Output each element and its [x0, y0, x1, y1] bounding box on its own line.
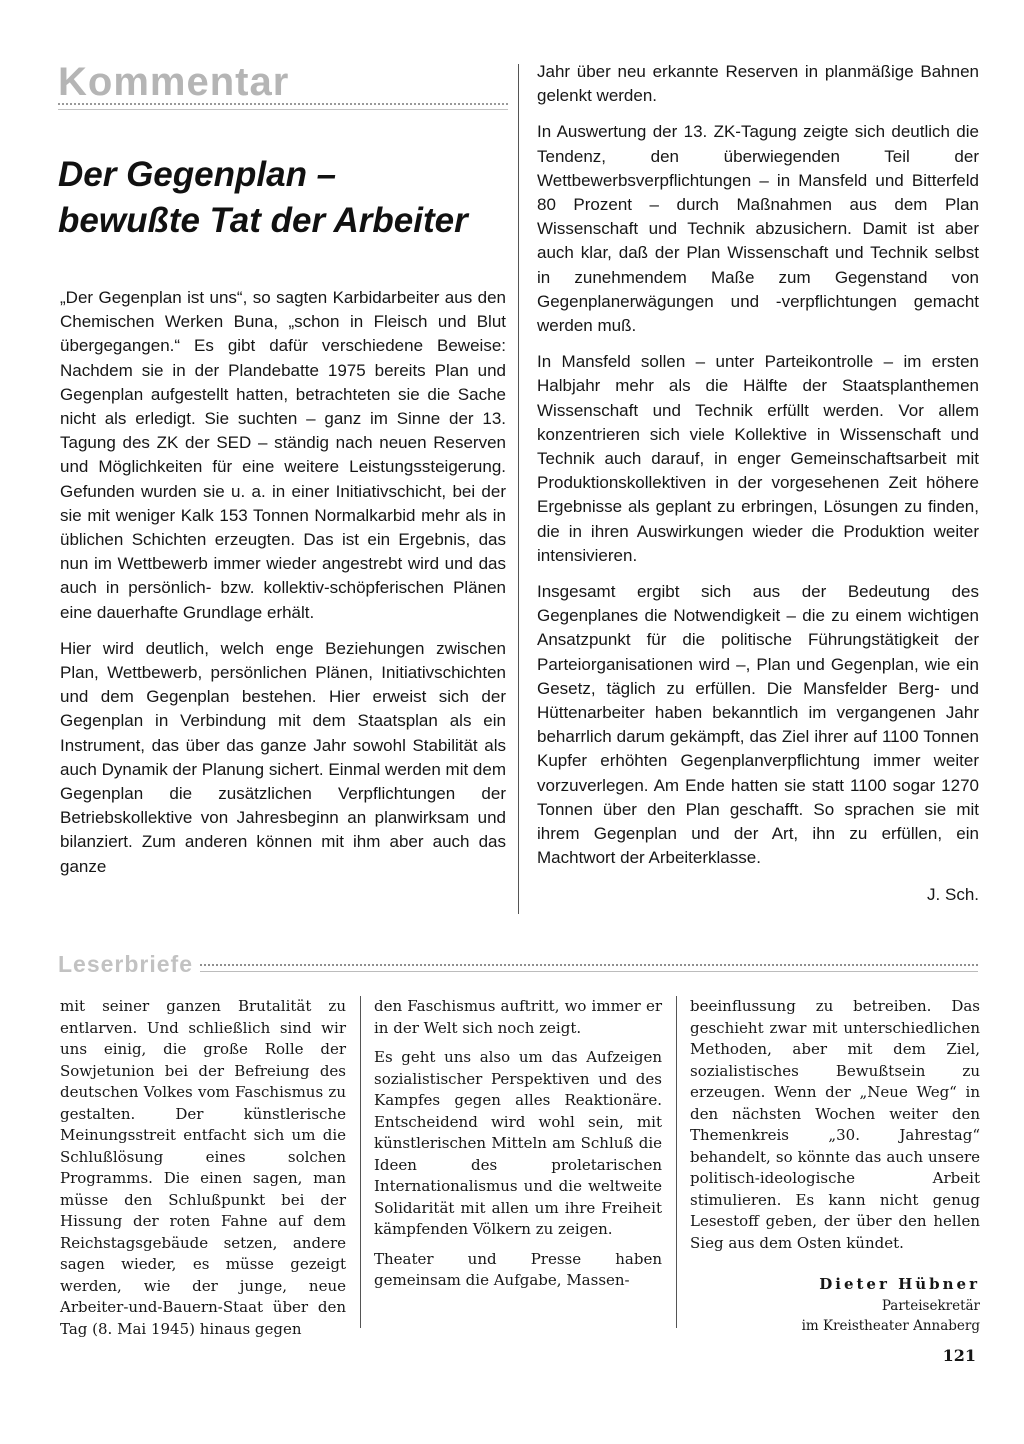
paragraph: In Auswertung der 13. ZK-Tagung zeigte sich deutlich die Tendenz, den überwiegenden Teil der Wettbewerbsverpflichtungen – in Mansfeld und Bitterfeld 80 Prozent – durch Maßnahmen aus dem Plan Wissenschaft und Technik abzusichern. Damit ist aber auch klar, daß der Plan Wissenschaft und Technik selbst in zunehmendem Maße zum Gegenstand von Gegenplanerwägungen und -verpflichtungen gemacht werden muß.	[537, 122, 979, 336]
section-rule	[58, 103, 508, 110]
letters-column-1	[60, 996, 346, 1348]
paragraph: beeinflussung zu betreiben. Das geschieht zwar mit unterschiedlichen Methoden, aber mit dem Ziel, sozialistisches Bewußtsein zu erzeugen. Wenn der „Neue Weg“ in den nächsten Wochen weiter den Themenkreis „30. Jahrestag“ behandelt, so könnte das auch unsere politisch-ideologische Arbeit stimulieren. Es kann nicht genug Lesestoff geben, der über den hellen Sieg aus dem Osten kündet.	[690, 997, 980, 1252]
letter-author: Dieter Hübner	[819, 1275, 980, 1293]
paragraph: Jahr über neu erkannte Reserven in planmäßige Bahnen gelenkt werden.	[537, 62, 979, 106]
letters-column-2	[374, 996, 662, 1300]
paragraph: Theater und Presse haben gemeinsam die Aufgabe, Massen-	[374, 1249, 662, 1289]
section-header-leserbriefe	[58, 950, 978, 980]
author-role: Parteisekretär	[881, 1297, 980, 1314]
paragraph: „Der Gegenplan ist uns“, so sagten Karbidarbeiter aus den Chemischen Werken Buna, „schon in Fleisch und Blut übergegangen.“ Es gibt dafür verschiedene Beweise: Nachdem sie in der Plandebatte 1975 bereits Plan und Gegenplan aufgestellt hatten, betrachteten sie die Sache nicht als erledigt. Sie suchten – ganz im Sinne der 13. Tagung des ZK der SED – ständig nach neuen Reserven und Möglichkeiten für eine weitere Leistungssteigerung. Gefunden wurden sie u. a. in einer Initiativschicht, bei der sie mit weniger Kalk 153 Tonnen Normalkarbid mehr als in üblichen Schichten erzeugten. Das ist ein Ergebnis, das nun im Wettbewerb immer wieder angestrebt wird und das auch in persönlich- bzw. kollektiv-schöpferischen Plänen eine dauerhafte Grundlage erhält.	[60, 288, 506, 622]
column-divider	[360, 996, 361, 1328]
paragraph: In Mansfeld sollen – unter Parteikontrolle – im ersten Halbjahr mehr als die Hälfte der Staatsplanthemen Wissenschaft und Technik erfüllt werden. Vor allem konzentrieren sich viele Kollektive in Wissenschaft und Technik auch darauf, in enger Gemeinschaftsarbeit mit Produktionskollektiven in der vorgesehenen Zeit höhere Ergebnisse als geplant zu erbringen, Lösungen zu finden, die in ihren Auswirkungen wieder die Produktion weiter intensivieren.	[537, 352, 979, 565]
paragraph: mit seiner ganzen Brutalität zu entlarven. Und schließlich sind wir uns einig, die große Rolle der Sowjetunion bei der Befreiung des deutschen Volkes vom Faschismus zu gestalten. Der künstlerische Meinungsstreit entfacht sich um die Schlußlösung eines solchen Programms. Die einen sagen, man müsse den Schlußpunkt bei der Hissung der roten Fahne auf dem Reichstagsgebäude setzen, andere sagen wieder, es müsse gezeigt werden, wie der junge, neue Arbeiter-und-Bauern-Staat über den Tag (8. Mai 1945) hinaus gegen	[60, 997, 346, 1338]
column-divider	[676, 996, 677, 1328]
letters-column-3	[690, 996, 980, 1336]
section-title: Kommentar	[58, 60, 290, 104]
page-number: 121	[942, 1346, 976, 1365]
author-affiliation: im Kreistheater Annaberg	[801, 1317, 980, 1334]
paragraph: Es geht uns also um das Aufzeigen sozialistischer Perspektiven und des Kampfes gegen alles Reaktionäre. Entscheidend wird wohl sein, mit künstlerischen Mitteln am Schluß die Ideen des proletarischen Internationalismus und die weltweite Solidarität mit allen um ihre Freiheit kämpfenden Völkern zu zeigen.	[374, 1048, 662, 1238]
column-divider	[518, 64, 519, 914]
headline-line-1: Der Gegenplan –	[58, 155, 337, 194]
paragraph: den Faschismus auftritt, wo immer er in der Welt sich noch zeigt.	[374, 997, 662, 1037]
paragraph: Insgesamt ergibt sich aus der Bedeutung des Gegenplanes die Notwendigkeit – die zu einem wichtigen Ansatzpunkt für die politische Führungstätigkeit der Parteiorganisationen wird –, Plan und Gegenplan, wie ein Gesetz, täglich zu erfüllen. Die Mansfelder Berg- und Hüttenarbeiter haben bekanntlich im vergangenen Jahr beharrlich darum gekämpft, das Ziel ihrer auf 1100 Tonnen Kupfer erhöhten Gegenplanverpflichtung immer weiter vorzuverlegen. Am Ende hatten sie statt 1100 sogar 1270 Tonnen über den Plan geschafft. So sprachen sie mit ihrem Gegenplan und der Art, ihn zu erfüllen, ein Machtwort der Arbeiterklasse.	[537, 582, 979, 868]
letters-section-title: Leserbriefe	[58, 951, 194, 977]
article-headline	[58, 152, 508, 244]
commentary-column-1	[60, 286, 506, 891]
letters-section-rule	[200, 964, 978, 972]
headline-line-2: bewußte Tat der Arbeiter	[58, 201, 468, 240]
commentary-column-2	[537, 60, 979, 907]
paragraph: Hier wird deutlich, welch enge Beziehungen zwischen Plan, Wettbewerb, persönlichen Plänen, Initiativschichten und dem Gegenplan bestehen. Hier erweist sich der Gegenplan in Verbindung mit dem Staatsplan als ein Instrument, das über das ganze Jahr sowohl Stabilität als auch Dynamik der Planung sichert. Einmal werden mit dem Gegenplan die zusätzlichen Verpflichtungen der Betriebskollektive von Jahresbeginn an planwirksam und bilanziert. Zum anderen können mit ihm aber auch das ganze	[60, 638, 506, 876]
section-header-kommentar	[58, 60, 508, 116]
commentary-signature: J. Sch.	[927, 884, 979, 904]
